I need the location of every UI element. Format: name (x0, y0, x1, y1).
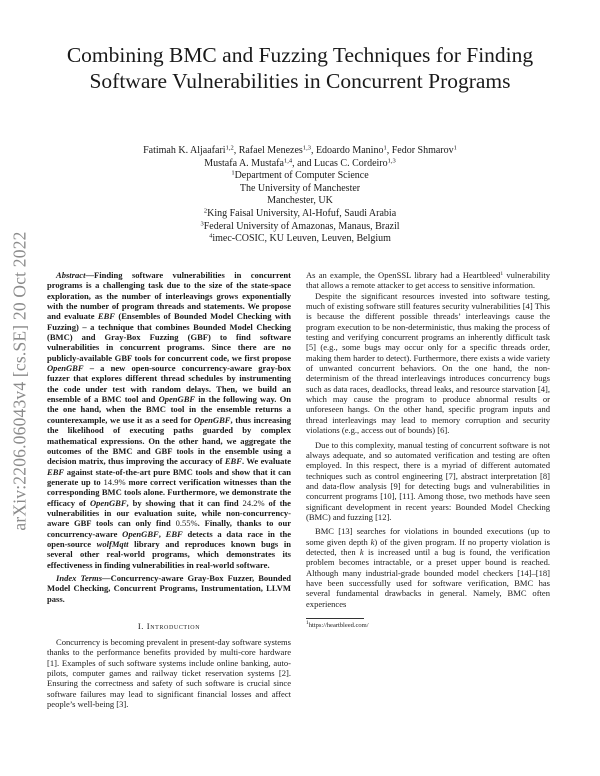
author-name: Fedor Shmarov (391, 145, 454, 156)
arxiv-id: arXiv:2206.06043v4 [cs.SE] 20 Oct 2022 (9, 231, 30, 531)
author-affil-mark: 1,2 (225, 144, 234, 152)
body-text: vulnerability that allows a remote attacker to get access to sensitive information. (306, 270, 551, 291)
abstract-percent: 24.2% (242, 497, 265, 508)
index-terms-label: Index Terms (56, 572, 103, 583)
abstract-text: , thus increasing the likelihood of executing paths guarded by complex mathematical expressions. On the other hand, we aggregate the outcomes of the BMC and GBF tools in the ensemble using a decision matrix, thus improving the accuracy of (47, 414, 291, 467)
affil-number: 3 (200, 220, 204, 228)
abstract-percent: 14.9% (103, 476, 126, 487)
body-text: is increased until a bug is found, the verification problem becomes intractable, or a preset upper bound is reached. Although many industrial-grade bounded model checkers [14]–[18] have been successfully used for software verification, BMC has several fundamental drawbacks in general. Namely, BMC often experiences (306, 546, 550, 609)
body-text: As an example, the OpenSSL library had a Heartbleed (306, 270, 501, 280)
abstract-emph: OpenGBF (158, 394, 196, 405)
abstract-text: —Finding software vulnerabilities in concurrent programs is a challenging task due to the size of the state-space exploration, as the number of interleavings grows exponentially with the number of program threads and statements. We propose and evaluate (47, 270, 291, 322)
abstract-text: in the following way. On the one hand, when the BMC tool in the ensemble returns a counterexample, we use it as a seed for (47, 394, 291, 425)
affil-text: Federal University of Amazonas, Manaus, Brazil (203, 220, 400, 232)
abstract-emph: OpenGBF (47, 363, 84, 374)
footnote-url: https://heartbleed.com/ (308, 622, 369, 629)
abstract-text: . Finally, thanks to our concurrency-aware (47, 518, 292, 539)
section-heading: I. Introduction (137, 621, 201, 631)
body-paragraph (306, 526, 550, 609)
affiliation-1-line-3: Manchester, UK (267, 195, 333, 207)
author-conjunction: and (297, 157, 312, 169)
abstract-emph: EBF (224, 456, 242, 467)
math-var: k (370, 536, 375, 547)
abstract-text: . We evaluate (241, 456, 291, 467)
abstract-percent: 0.55% (175, 518, 198, 529)
footnote-divider (306, 618, 364, 619)
right-column (306, 270, 550, 630)
abstract-emph: wolfMqtt (96, 538, 129, 549)
abstract-text: , by showing that it can find (126, 497, 243, 508)
affiliation-1 (60, 170, 540, 183)
affil-number: 4 (209, 232, 213, 240)
footnote-number: 1 (306, 620, 309, 626)
abstract-emph: EBF (97, 311, 116, 322)
math-var: k (359, 546, 364, 557)
abstract-paragraph (47, 270, 291, 570)
abstract-text: against state-of-the-art pure BMC tools and show that it can generate up to (47, 466, 291, 487)
footnote (306, 622, 550, 630)
author-affil-mark: 1,3 (387, 157, 396, 165)
arxiv-sidebar-stamp (4, 186, 36, 576)
body-paragraph (306, 270, 550, 291)
footnote-mark: 1 (500, 271, 504, 277)
affiliation-3 (60, 221, 540, 234)
author-affil-mark: 1,4 (283, 157, 293, 165)
body-paragraph: Due to this complexity, manual testing of concurrent software is not always adequate, and so automated verification and testing are often employed. In this respect, there is a myriad of different automated techniques such as control engineering [7], abstract interpretation [8] and data-flow analysis [9] for detecting bugs and vulnerabilities in concurrent programs [10], [11]. Among those, two methods have seen significant development in recent years: Bounded Model Checking (BMC) and fuzzing [12]. (306, 439, 550, 522)
abstract-emph: OpenGBF (89, 497, 127, 508)
paper-title: Combining BMC and Fuzzing Techniques for Finding Software Vulnerabilities in Concurrent Programs (66, 43, 534, 93)
author-affil-mark: 1 (453, 144, 457, 152)
author-name: Fatimah K. Aljaafari (143, 145, 226, 156)
abstract-text: more correct verification witnesses than the corresponding BMC tools alone. Furthermore, we demonstrate the efficacy of (47, 476, 291, 508)
abstract-text: library and reproduces known bugs in several other real-world programs, which demonstrates its effectiveness in finding vulnerabilities in real-world software. (47, 538, 292, 570)
author-name: Rafael Menezes (238, 145, 303, 156)
body-text: BMC [13] searches for violations in bounded executions (up to some given depth (306, 526, 550, 547)
body-text: ) of the given program. If no property violation is detected, then (306, 536, 550, 557)
body-paragraph: Concurrency is becoming prevalent in present-day software systems thanks to the performance benefits provided by multi-core hardware [1]. Examples of such software systems include online banking, auto-pilots, computer games and railway ticket reservation systems [2]. Ensuring the correctness and safety of such software is crucial since software failures may lead to significant financial losses and affect people’s well-being [3]. (47, 637, 291, 710)
author-line-2: Mustafa A. Mustafa$^{1,4}$, and Lucas C. Cordeiro$^{1,3}$ (204, 157, 396, 169)
left-column (47, 270, 291, 709)
affiliation-1-line-2: The University of Manchester (239, 182, 361, 194)
body-paragraph: Despite the significant resources invested into software testing, much of existing software still features security vulnerabilities [4] This is because the different possible threads’ interleavings cause the program execution to be non-deterministic, thus making the process of testing and verifying concurrent programs an inherently difficult task [5] (e.g., some bugs may occur only for a specific threads order, making them harder to detect). Furthermore, there exists a wide variety of unwanted concurrent behaviors. On the one hand, the non-determinism of the thread interleavings introduces concurrency bugs such as data races, deadlocks, thread leaks, and resource starvation [4], which may cause the program to produce abnormal results or unforeseen hangs. On the other hand, specific program inputs and thread interleavings may lead to memory corruption and security violations (e.g., access out of bounds) [6]. (306, 290, 550, 436)
affiliation-4 (60, 233, 540, 246)
affil-text: imec-COSIC, KU Leuven, Leuven, Belgium (212, 233, 391, 245)
abstract-emph: OpenGBF (193, 414, 231, 425)
author-line-1: Fatimah K. Aljaafari$^{1,2}$, Rafael Menezes$^{1,3}$, Edoardo Manino$^1$, Fedor Shmarov$^1$ (143, 144, 457, 156)
affil-number: 1 (231, 169, 235, 177)
abstract-emph: EBF (165, 528, 183, 539)
author-name: Edoardo Manino (315, 145, 384, 156)
abstract-text: (Ensembles of Bounded Model Checking with Fuzzing) – a technique that combines Bounded Model Checking (BMC) and Gray-Box Fuzzing (GBF) to find software vulnerabilities in concurrent programs. Since there are no publicly-available GBF tools for concurrent code, we first propose (47, 311, 291, 363)
abstract-emph: OpenGBF (122, 528, 159, 539)
author-block (60, 145, 540, 246)
abstract-text: of the vulnerabilities in our evaluation suite, while non-concurrency-aware GBF tools can only find (47, 497, 291, 529)
abstract-emph: EBF (47, 466, 65, 477)
index-terms-text: —Concurrency-aware Gray-Box Fuzzer, Bounded Model Checking, Concurrent Programs, Instrumentation, LLVM pass. (47, 572, 291, 604)
abstract-text: detects a data race in the open-source (47, 528, 291, 549)
index-terms (47, 573, 291, 604)
author-name: Lucas C. Cordeiro (314, 157, 388, 169)
affil-text: King Faisal University, Al-Hofuf, Saudi Arabia (207, 207, 397, 219)
author-affil-mark: 1 (383, 144, 387, 152)
affil-number: 2 (203, 207, 208, 215)
abstract-text: – a new open-source concurrency-aware gray-box fuzzer that explores different thread schedules by instrumenting the code under test with random delays. Then, we build an ensemble of a BMC tool and (47, 363, 291, 405)
affiliation-2 (60, 208, 540, 221)
abstract-text: , (158, 528, 166, 539)
author-affil-mark: 1,3 (302, 144, 311, 152)
affil-text: Department of Computer Science (234, 170, 369, 182)
author-name: Mustafa A. Mustafa (204, 157, 284, 169)
abstract-label: Abstract (56, 270, 86, 280)
